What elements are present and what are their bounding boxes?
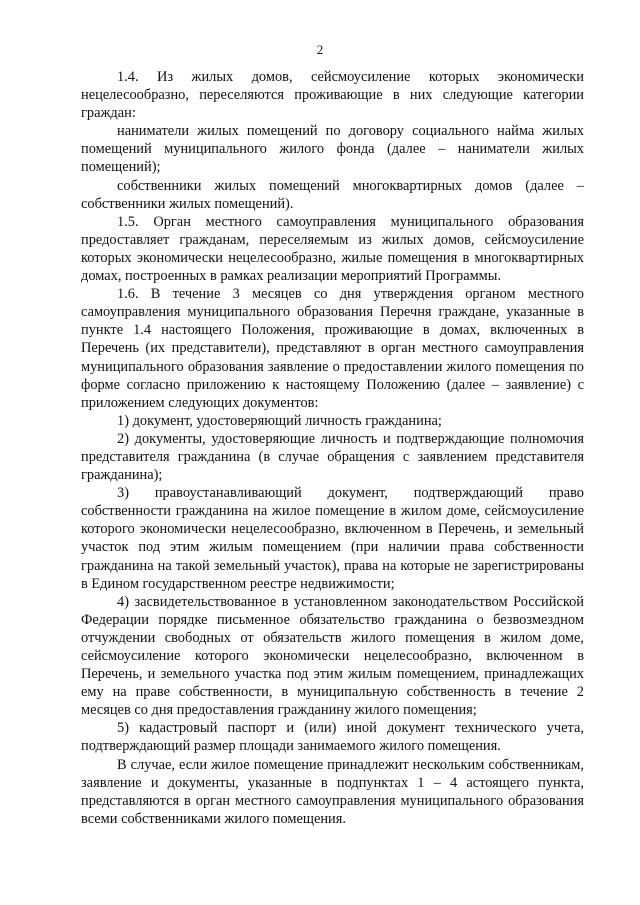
list-item-3: 3) правоустанавливающий документ, подтверждающий право собственности гражданина на жилое помещение в жилом доме, сейсмоусиление которого экономически нецелесообразно, включенном в Перечень, и земельный участок под этим жилым помещением (при наличии права собственности гражданина на такой земельный участок), права на которые не зарегистрированы в Едином государственном реестре недвижимости;	[81, 485, 584, 592]
list-item-5: 5) кадастровый паспорт и (или) иной документ технического учета, подтверждающий размер площади занимаемого жилого помещения.	[81, 720, 584, 755]
paragraph-1-5: 1.5. Орган местного самоуправления муниципального образования предоставляет гражданам, переселяемым из жилых домов, сейсмоусиление которых экономически нецелесообразно, жилые помещения в многоквартирных домах, построенных в рамках реализации мероприятий Программы.	[81, 213, 584, 285]
page-number: 2	[316, 42, 324, 57]
list-item-2: 2) документы, удостоверяющие личность и подтверждающие полномочия представителя гражданина (в случае обращения с заявлением представителя гражданина);	[81, 430, 584, 484]
list-item-1: 1) документ, удостоверяющий личность гражданина;	[117, 412, 442, 429]
document-body	[81, 68, 584, 828]
paragraph-1-6: 1.6. В течение 3 месяцев со дня утверждения органом местного самоуправления муниципального образования Перечня граждане, указанные в пункте 1.4 настоящего Положения, проживающие в домах, включенных в Перечень (их представители), представляют в орган местного самоуправления муниципального образования заявление о предоставлении жилого помещения по форме согласно приложению к настоящему Положению (далее – заявление) с приложением следующих документов:	[81, 286, 584, 411]
paragraph-multiple-owners: В случае, если жилое помещение принадлежит нескольким собственникам, заявление и документы, указанные в подпунктах 1 – 4 астоящего пункта, представляются в орган местного самоуправления муниципального образования всеми собственниками жилого помещения.	[81, 756, 584, 827]
paragraph-owners: собственники жилых помещений многоквартирных домов (далее – собственники жилых помещений).	[81, 177, 584, 212]
list-item-4: 4) засвидетельствованное в установленном законодательством Российской Федерации порядке письменное обязательство гражданина о безвозмездном отчуждении свободных от обязательств жилого помещения в жилом доме, сейсмоусиление которого экономически нецелесообразно, включенном в Перечень, и земельного участка под этим жилым помещением, принадлежащих ему на праве собственности, в муниципальную собственность в течение 2 месяцев со дня предоставления гражданину жилого помещения;	[81, 593, 584, 719]
paragraph-tenants: наниматели жилых помещений по договору социального найма жилых помещений муниципального жилого фонда (далее – наниматели жилых помещений);	[81, 123, 584, 176]
paragraph-1-4: 1.4. Из жилых домов, сейсмоусиление которых экономически нецелесообразно, переселяются проживающие в них следующие категории граждан:	[81, 69, 584, 122]
